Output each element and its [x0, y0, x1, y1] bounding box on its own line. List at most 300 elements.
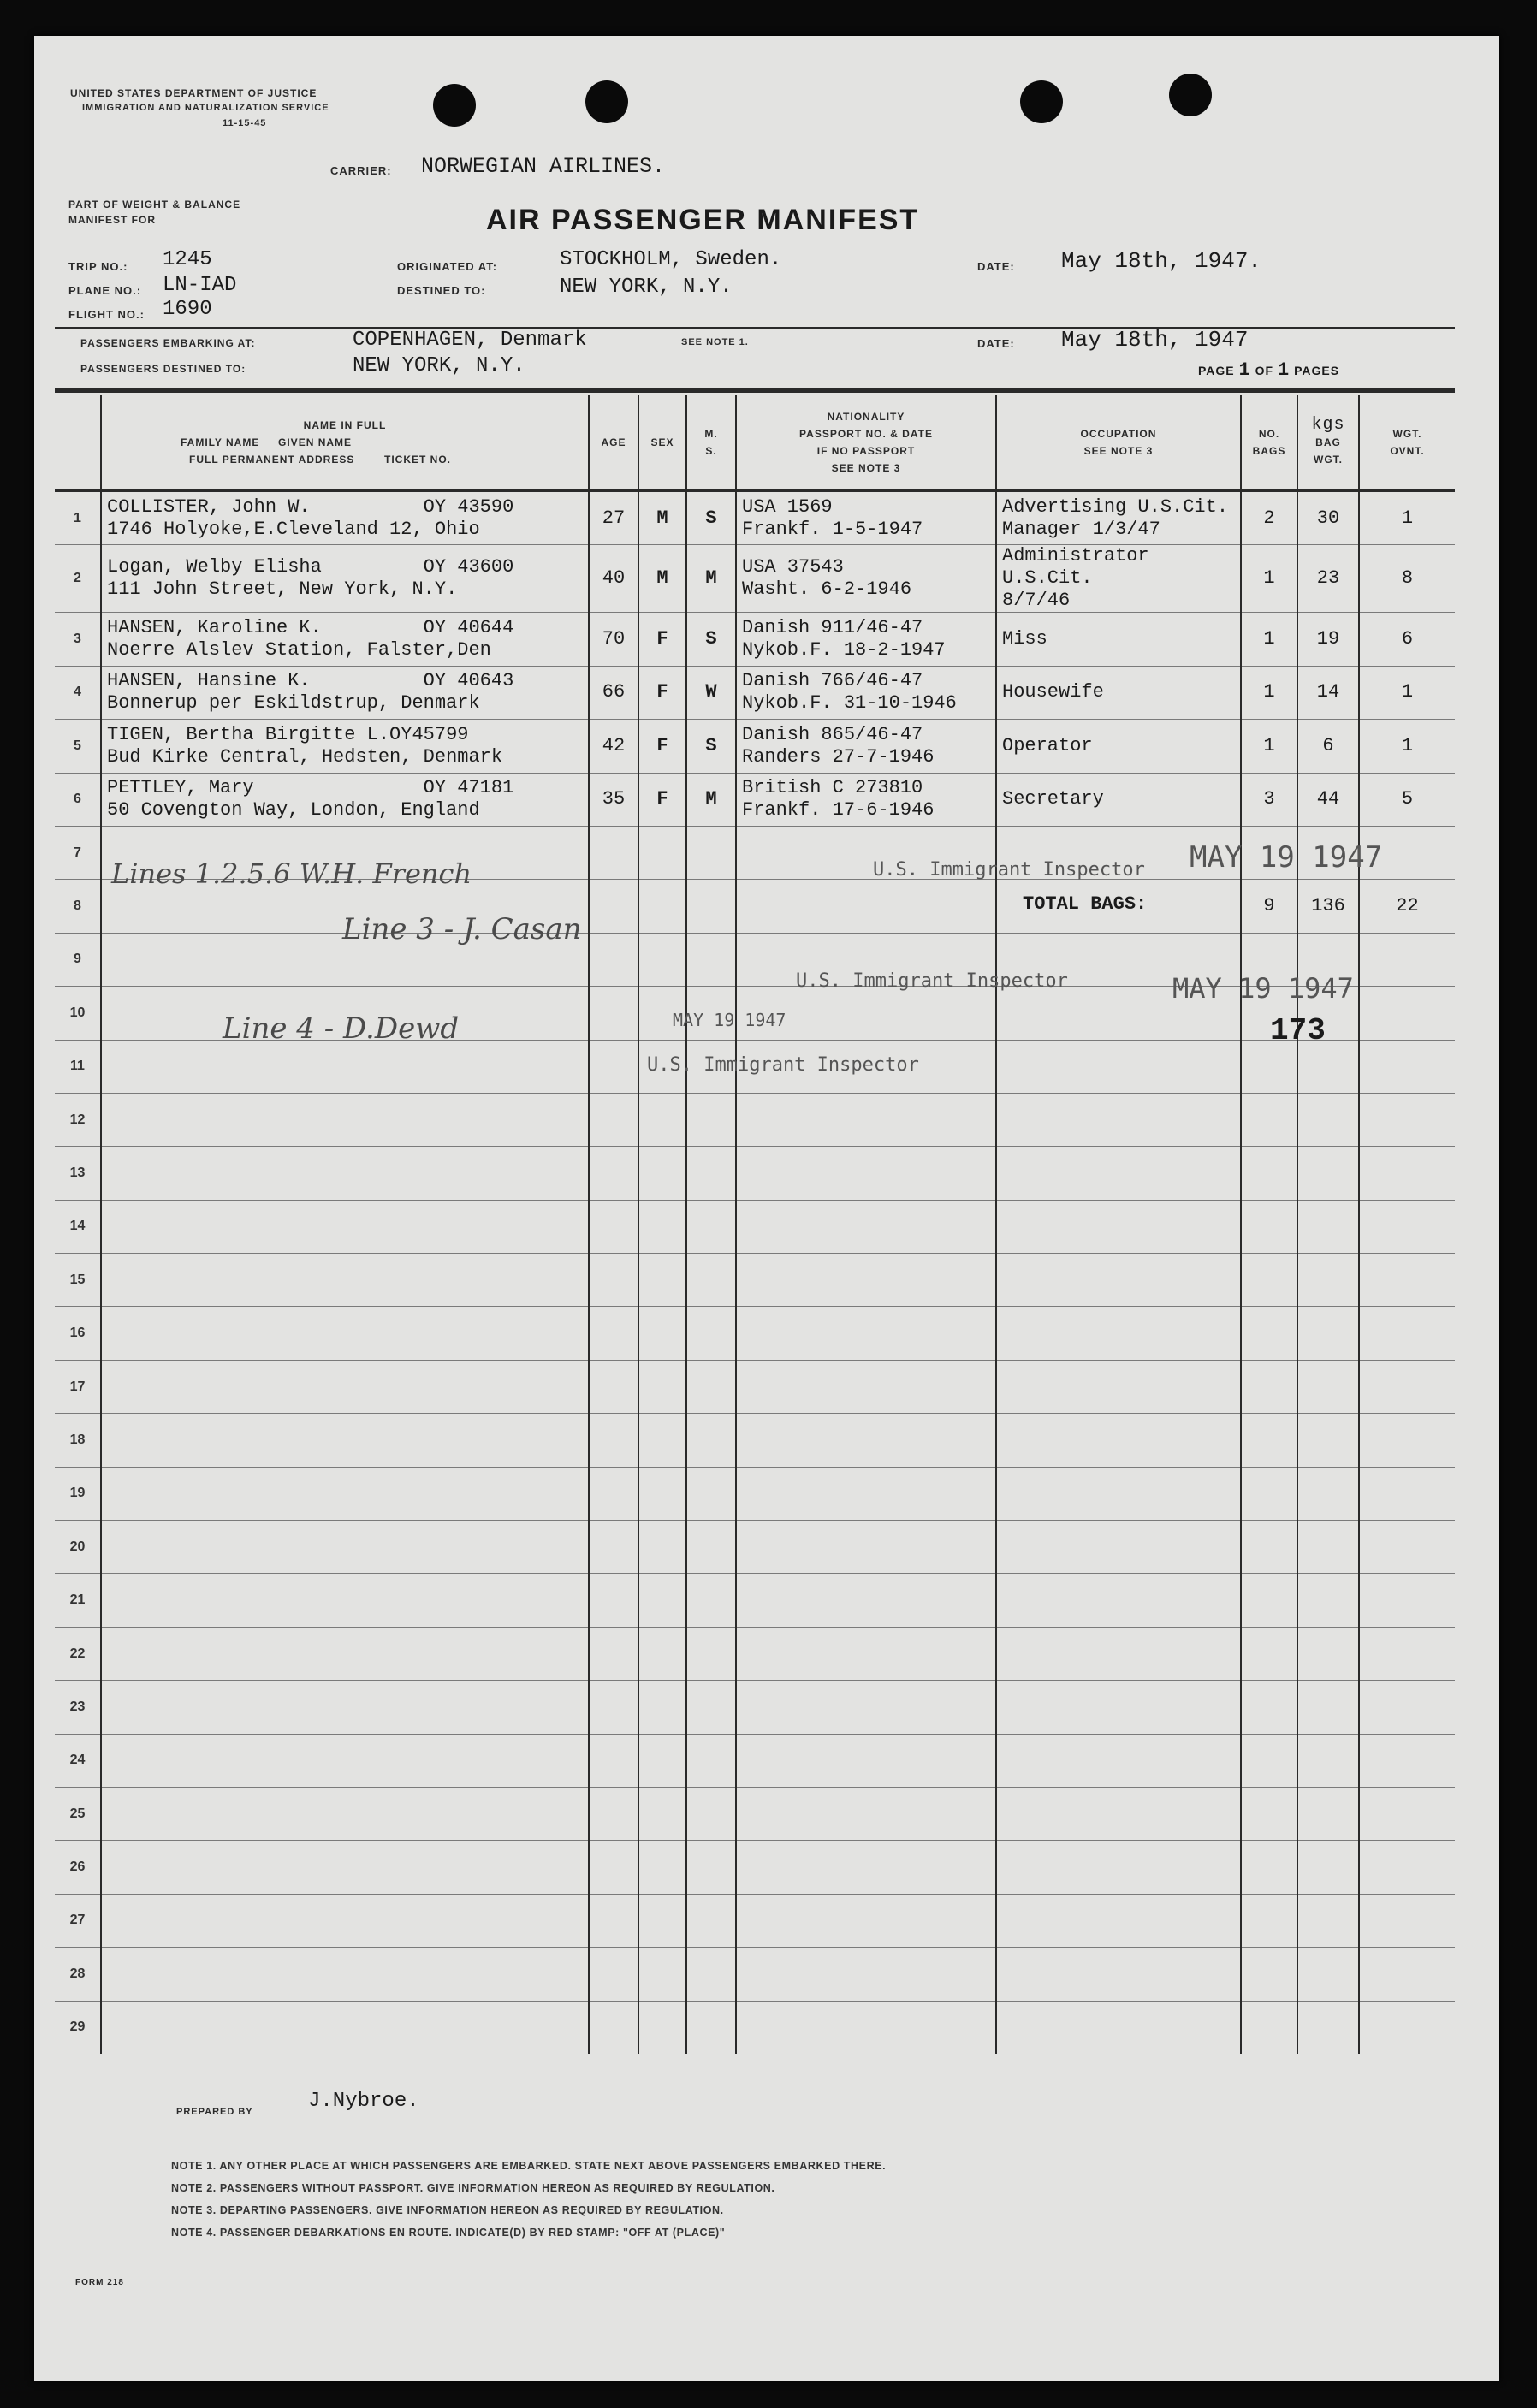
passport-date: Randers 27-7-1946 [742, 745, 935, 768]
table-row-empty [55, 1787, 1455, 1840]
line-number: 22 [55, 1627, 101, 1680]
line-number: 10 [55, 987, 101, 1040]
passenger-marital [686, 1521, 736, 1574]
date-value: May 18th, 1947. [1061, 248, 1262, 274]
passenger-passport [736, 773, 996, 826]
handwritten-note-1: Lines 1.2.5.6 W.H. French [111, 857, 472, 890]
passenger-passport [736, 1200, 996, 1253]
passenger-cell [101, 1254, 589, 1307]
passport-date: Nykob.F. 18-2-1947 [742, 639, 946, 661]
bags-count [1241, 1627, 1297, 1680]
passenger-age: 70 [589, 613, 638, 666]
passenger-age [589, 2001, 638, 2054]
passenger-marital: S [686, 491, 736, 545]
passenger-sex [638, 1681, 686, 1734]
page-of: OF [1255, 364, 1274, 377]
passenger-sex [638, 1467, 686, 1520]
passenger-marital [686, 1574, 736, 1627]
passenger-age [589, 1040, 638, 1093]
bags-count: 1 [1241, 720, 1297, 773]
passenger-occupation [996, 1360, 1241, 1413]
table-row-empty [55, 1841, 1455, 1894]
passenger-cell [101, 1467, 589, 1520]
trip-label: TRIP NO.: [68, 260, 128, 273]
passenger-sex [638, 1574, 686, 1627]
passenger-occupation [996, 1681, 1241, 1734]
note-2: NOTE 2. PASSENGERS WITHOUT PASSPORT. GIVE INFORMATION HEREON AS REQUIRED BY REGULATION. [171, 2182, 775, 2194]
passenger-cell [101, 1200, 589, 1253]
bags-count: 1 [1241, 613, 1297, 666]
line-number: 25 [55, 1787, 101, 1840]
passenger-sex: M [638, 491, 686, 545]
passenger-name: TIGEN, Bertha Birgitte L.OY45799 [107, 723, 469, 745]
total-bag-weight: 136 [1297, 880, 1359, 933]
agency-line2: IMMIGRATION AND NATURALIZATION SERVICE [82, 103, 329, 113]
passenger-cell [101, 1734, 589, 1787]
passenger-age [589, 1681, 638, 1734]
passenger-age: 40 [589, 545, 638, 613]
passenger-marital [686, 1467, 736, 1520]
bags-count: 1 [1241, 545, 1297, 613]
occupation: Miss [1002, 628, 1047, 650]
col-nat-1: NATIONALITY [827, 411, 905, 423]
line-number: 29 [55, 2001, 101, 2054]
passenger-cell [101, 1787, 589, 1840]
line-number: 8 [55, 880, 101, 933]
bag-weight [1297, 1681, 1359, 1734]
passenger-occupation [996, 1734, 1241, 1787]
passenger-sex [638, 1734, 686, 1787]
passenger-marital: W [686, 666, 736, 719]
overnight-weight [1359, 2001, 1455, 2054]
line-number: 9 [55, 933, 101, 986]
occupation: Administrator U.S.Cit. [1002, 545, 1149, 590]
passenger-age [589, 1307, 638, 1360]
passenger-passport [736, 720, 996, 773]
passenger-occupation [996, 1467, 1241, 1520]
note-1: NOTE 1. ANY OTHER PLACE AT WHICH PASSENGERS ARE EMBARKED. STATE NEXT ABOVE PASSENGERS EMBARKED THERE. [171, 2160, 887, 2172]
passenger-address: 111 John Street, New York, N.Y. [107, 578, 458, 601]
passenger-age [589, 987, 638, 1040]
carrier-label: CARRIER: [330, 164, 392, 177]
passenger-cell [101, 613, 589, 666]
passenger-age: 35 [589, 773, 638, 826]
passenger-passport [736, 1467, 996, 1520]
bag-weight [1297, 1414, 1359, 1467]
occupation: Housewife [1002, 681, 1104, 703]
passenger-occupation [996, 1200, 1241, 1253]
passenger-cell [101, 1841, 589, 1894]
passenger-sex [638, 1841, 686, 1894]
passenger-marital [686, 1360, 736, 1413]
col-line [55, 395, 101, 491]
passenger-passport [736, 1574, 996, 1627]
passenger-passport [736, 1894, 996, 1947]
passenger-marital [686, 1200, 736, 1253]
passenger-marital [686, 1841, 736, 1894]
occupation: Operator [1002, 734, 1093, 756]
col-wgt-ovnt [1359, 395, 1455, 491]
nationality: Danish 865/46-47 [742, 723, 923, 745]
prepared-by-value: J.Nybroe. [308, 2090, 419, 2113]
passenger-cell [101, 1681, 589, 1734]
overnight-weight [1359, 1040, 1455, 1093]
passenger-marital [686, 1734, 736, 1787]
passenger-sex [638, 1147, 686, 1200]
table-row-empty [55, 1307, 1455, 1360]
line-number: 23 [55, 1681, 101, 1734]
passenger-passport [736, 1414, 996, 1467]
table-row-empty [55, 1414, 1455, 1467]
bags-count [1241, 1093, 1297, 1146]
col-name [101, 395, 589, 491]
grand-total: 173 [1270, 1013, 1326, 1048]
manifest-sheet [34, 36, 1499, 2381]
bags-count [1241, 1200, 1297, 1253]
line-number: 2 [55, 545, 101, 613]
passenger-age: 66 [589, 666, 638, 719]
line-number: 16 [55, 1307, 101, 1360]
passenger-cell [101, 1574, 589, 1627]
table-row-empty [55, 1948, 1455, 2001]
passenger-sex [638, 1093, 686, 1146]
bags-count [1241, 1948, 1297, 2001]
col-nationality [736, 395, 996, 491]
passenger-age [589, 1254, 638, 1307]
line-number: 26 [55, 1841, 101, 1894]
passenger-cell [101, 720, 589, 773]
passenger-occupation [996, 1948, 1241, 2001]
passenger-sex [638, 2001, 686, 2054]
passenger-name: PETTLEY, Mary OY 47181 [107, 777, 514, 799]
passenger-address: Bonnerup per Eskildstrup, Denmark [107, 692, 480, 715]
passenger-marital [686, 1627, 736, 1680]
table-row-empty [55, 1574, 1455, 1627]
col-sex: SEX [638, 395, 686, 491]
passenger-occupation [996, 1574, 1241, 1627]
page-total: 1 [1277, 359, 1291, 381]
passport-date: Washt. 6-2-1946 [742, 578, 912, 601]
bags-count [1241, 1734, 1297, 1787]
line-number: 12 [55, 1093, 101, 1146]
passenger-occupation [996, 720, 1241, 773]
passenger-age [589, 1467, 638, 1520]
overnight-weight: 6 [1359, 613, 1455, 666]
part-of-line2: MANIFEST FOR [68, 214, 156, 226]
overnight-weight [1359, 933, 1455, 986]
handwritten-note-2: Line 3 - J. Casan [342, 912, 582, 946]
punch-hole [433, 84, 476, 127]
passenger-age [589, 826, 638, 879]
divider [55, 388, 1455, 393]
table-row-empty [55, 1147, 1455, 1200]
col-kgs: kgs [1311, 415, 1345, 435]
passenger-cell [101, 545, 589, 613]
passenger-marital: S [686, 720, 736, 773]
passenger-passport [736, 1787, 996, 1840]
bag-weight [1297, 1360, 1359, 1413]
passenger-occupation [996, 1414, 1241, 1467]
bag-weight: 14 [1297, 666, 1359, 719]
passenger-address: Bud Kirke Central, Hedsten, Denmark [107, 745, 503, 768]
col-ovnt-2: OVNT. [1390, 445, 1425, 457]
destined-passengers-value: NEW YORK, N.Y. [353, 354, 525, 377]
passenger-marital [686, 1894, 736, 1947]
passenger-cell [101, 666, 589, 719]
originated-label: ORIGINATED AT: [397, 260, 498, 273]
overnight-weight: 1 [1359, 666, 1455, 719]
date-label: DATE: [977, 260, 1015, 273]
overnight-weight [1359, 1467, 1455, 1520]
line-number: 1 [55, 491, 101, 545]
bags-count [1241, 2001, 1297, 2054]
date2-value: May 18th, 1947 [1061, 327, 1249, 353]
total-bags-label: TOTAL BAGS: [1023, 893, 1148, 915]
passenger-age: 42 [589, 720, 638, 773]
passenger-cell [101, 1093, 589, 1146]
destined-label: DESTINED TO: [397, 284, 486, 297]
passenger-marital: M [686, 545, 736, 613]
passenger-name: Logan, Welby Elisha OY 43600 [107, 556, 514, 578]
total-bags-count: 9 [1241, 880, 1297, 933]
passenger-age [589, 933, 638, 986]
table-row-empty [55, 1254, 1455, 1307]
passenger-occupation [996, 1040, 1241, 1093]
passenger-marital [686, 1787, 736, 1840]
table-row-empty [55, 1200, 1455, 1253]
page-suffix: PAGES [1294, 364, 1340, 377]
overnight-weight [1359, 1574, 1455, 1627]
table-row-empty [55, 1521, 1455, 1574]
passenger-occupation [996, 545, 1241, 613]
overnight-weight [1359, 1627, 1455, 1680]
inspector-label-2: U.S. Immigrant Inspector [796, 970, 1068, 992]
bags-count [1241, 1147, 1297, 1200]
passenger-passport [736, 666, 996, 719]
table-row-empty [55, 2001, 1455, 2054]
passenger-passport [736, 1307, 996, 1360]
agency-line1: UNITED STATES DEPARTMENT OF JUSTICE [70, 87, 317, 99]
passenger-marital [686, 880, 736, 933]
passenger-age [589, 1093, 638, 1146]
passenger-occupation [996, 1307, 1241, 1360]
line-number: 5 [55, 720, 101, 773]
col-ovnt-1: WGT. [1392, 428, 1422, 440]
passenger-sex [638, 1360, 686, 1413]
bags-count [1241, 1467, 1297, 1520]
agency-form-date: 11-15-45 [223, 118, 267, 128]
bags-count [1241, 1307, 1297, 1360]
bag-weight [1297, 1627, 1359, 1680]
line-number: 18 [55, 1414, 101, 1467]
overnight-weight [1359, 1841, 1455, 1894]
occupation: Secretary [1002, 788, 1104, 810]
form-number: FORM 218 [75, 2278, 124, 2287]
bags-count [1241, 1521, 1297, 1574]
bag-weight [1297, 1734, 1359, 1787]
flight-value: 1690 [163, 298, 212, 321]
embarking-value: COPENHAGEN, Denmark [353, 329, 587, 352]
passenger-occupation [996, 1521, 1241, 1574]
passenger-sex [638, 933, 686, 986]
passenger-cell [101, 773, 589, 826]
originated-value: STOCKHOLM, Sweden. [560, 248, 782, 271]
overnight-weight [1359, 1894, 1455, 1947]
passenger-name: HANSEN, Hansine K. OY 40643 [107, 670, 514, 692]
passenger-occupation [996, 491, 1241, 545]
passenger-sex: F [638, 666, 686, 719]
passenger-cell [101, 1627, 589, 1680]
col-bagwgt-1: BAG [1315, 436, 1341, 448]
passenger-sex [638, 1627, 686, 1680]
occupation: Advertising U.S.Cit. [1002, 495, 1229, 518]
passenger-address: Noerre Alslev Station, Falster,Den [107, 639, 491, 661]
punch-hole [1169, 74, 1212, 116]
nationality: British C 273810 [742, 777, 923, 799]
bags-count [1241, 1787, 1297, 1840]
bags-count [1241, 1894, 1297, 1947]
passenger-table [55, 395, 1455, 2054]
line-number: 14 [55, 1200, 101, 1253]
bag-weight [1297, 1894, 1359, 1947]
line-number: 11 [55, 1040, 101, 1093]
line-number: 20 [55, 1521, 101, 1574]
nationality: Danish 766/46-47 [742, 670, 923, 692]
bag-weight: 30 [1297, 491, 1359, 545]
line-number: 24 [55, 1734, 101, 1787]
passenger-cell [101, 1307, 589, 1360]
bag-weight [1297, 1841, 1359, 1894]
bags-count [1241, 1841, 1297, 1894]
passenger-passport [736, 1147, 996, 1200]
passenger-sex [638, 826, 686, 879]
passenger-cell [101, 1147, 589, 1200]
overnight-weight [1359, 1948, 1455, 2001]
passenger-occupation [996, 1787, 1241, 1840]
col-bagwgt-2: WGT. [1314, 454, 1343, 466]
passenger-occupation [996, 1254, 1241, 1307]
line-number: 19 [55, 1467, 101, 1520]
nationality: USA 1569 [742, 495, 833, 518]
line-number: 15 [55, 1254, 101, 1307]
passenger-age: 27 [589, 491, 638, 545]
col-bags-2: BAGS [1252, 445, 1286, 457]
col-bags-no [1241, 395, 1297, 491]
trip-value: 1245 [163, 248, 212, 271]
handwritten-note-3: Line 4 - D.Dewd [223, 1011, 460, 1046]
col-name-title: NAME IN FULL [303, 419, 387, 431]
passenger-marital [686, 1681, 736, 1734]
bag-weight: 19 [1297, 613, 1359, 666]
overnight-weight: 8 [1359, 545, 1455, 613]
passenger-cell [101, 1948, 589, 2001]
bag-weight: 6 [1297, 720, 1359, 773]
overnight-weight [1359, 1147, 1455, 1200]
bag-weight [1297, 1787, 1359, 1840]
passenger-passport [736, 1681, 996, 1734]
carrier-value: NORWEGIAN AIRLINES. [421, 154, 666, 179]
table-row [55, 491, 1455, 545]
passenger-age [589, 1787, 638, 1840]
passenger-age [589, 1200, 638, 1253]
bag-weight [1297, 1254, 1359, 1307]
overnight-weight [1359, 1307, 1455, 1360]
bags-count: 1 [1241, 666, 1297, 719]
table-row-empty [55, 1894, 1455, 1947]
line-number: 3 [55, 613, 101, 666]
passenger-passport [736, 1360, 996, 1413]
table-row-empty [55, 1467, 1455, 1520]
page-counter [1198, 359, 1339, 381]
total-overnight-weight: 22 [1359, 880, 1455, 933]
table-row-empty [55, 1681, 1455, 1734]
bag-weight [1297, 1521, 1359, 1574]
line-number: 27 [55, 1894, 101, 1947]
passenger-passport [736, 1627, 996, 1680]
passenger-passport [736, 1093, 996, 1146]
bags-count: 3 [1241, 773, 1297, 826]
passenger-passport [736, 1841, 996, 1894]
col-bags-1: NO. [1258, 428, 1280, 440]
punch-hole [1020, 80, 1063, 123]
passenger-address: 1746 Holyoke,E.Cleveland 12, Ohio [107, 518, 480, 540]
overnight-weight [1359, 1681, 1455, 1734]
passenger-occupation [996, 1627, 1241, 1680]
table-row [55, 613, 1455, 666]
overnight-weight [1359, 1254, 1455, 1307]
passenger-passport [736, 1521, 996, 1574]
passenger-age [589, 1147, 638, 1200]
overnight-weight [1359, 1414, 1455, 1467]
line-number: 6 [55, 773, 101, 826]
overnight-weight [1359, 1787, 1455, 1840]
prepared-by-label: PREPARED BY [176, 2107, 253, 2117]
passenger-age [589, 1521, 638, 1574]
col-ms-top: M. [704, 428, 718, 440]
date-stamp-3: MAY 19 1947 [673, 1010, 786, 1030]
inspector-label-1: U.S. Immigrant Inspector [873, 859, 1145, 881]
passport-date: Frankf. 1-5-1947 [742, 518, 923, 540]
table-row [55, 773, 1455, 826]
punch-hole [585, 80, 628, 123]
table-row [55, 720, 1455, 773]
overnight-weight [1359, 1093, 1455, 1146]
table-row-empty [55, 1360, 1455, 1413]
passenger-sex [638, 1894, 686, 1947]
passport-date: Nykob.F. 31-10-1946 [742, 692, 957, 715]
table-row [55, 666, 1455, 719]
passenger-age [589, 1841, 638, 1894]
passenger-occupation [996, 1841, 1241, 1894]
line-number: 21 [55, 1574, 101, 1627]
passenger-marital [686, 1093, 736, 1146]
col-occ-2: SEE NOTE 3 [1083, 445, 1154, 457]
passenger-sex [638, 1787, 686, 1840]
passenger-age [589, 1414, 638, 1467]
passenger-sex [638, 1307, 686, 1360]
passenger-occupation [996, 773, 1241, 826]
passenger-marital [686, 2001, 736, 2054]
table-row-empty [55, 1627, 1455, 1680]
passenger-marital [686, 1254, 736, 1307]
passenger-passport [736, 545, 996, 613]
bag-weight [1297, 1147, 1359, 1200]
passenger-passport [736, 491, 996, 545]
nationality: Danish 911/46-47 [742, 617, 923, 639]
overnight-weight [1359, 1360, 1455, 1413]
passenger-sex [638, 1948, 686, 2001]
overnight-weight [1359, 1734, 1455, 1787]
